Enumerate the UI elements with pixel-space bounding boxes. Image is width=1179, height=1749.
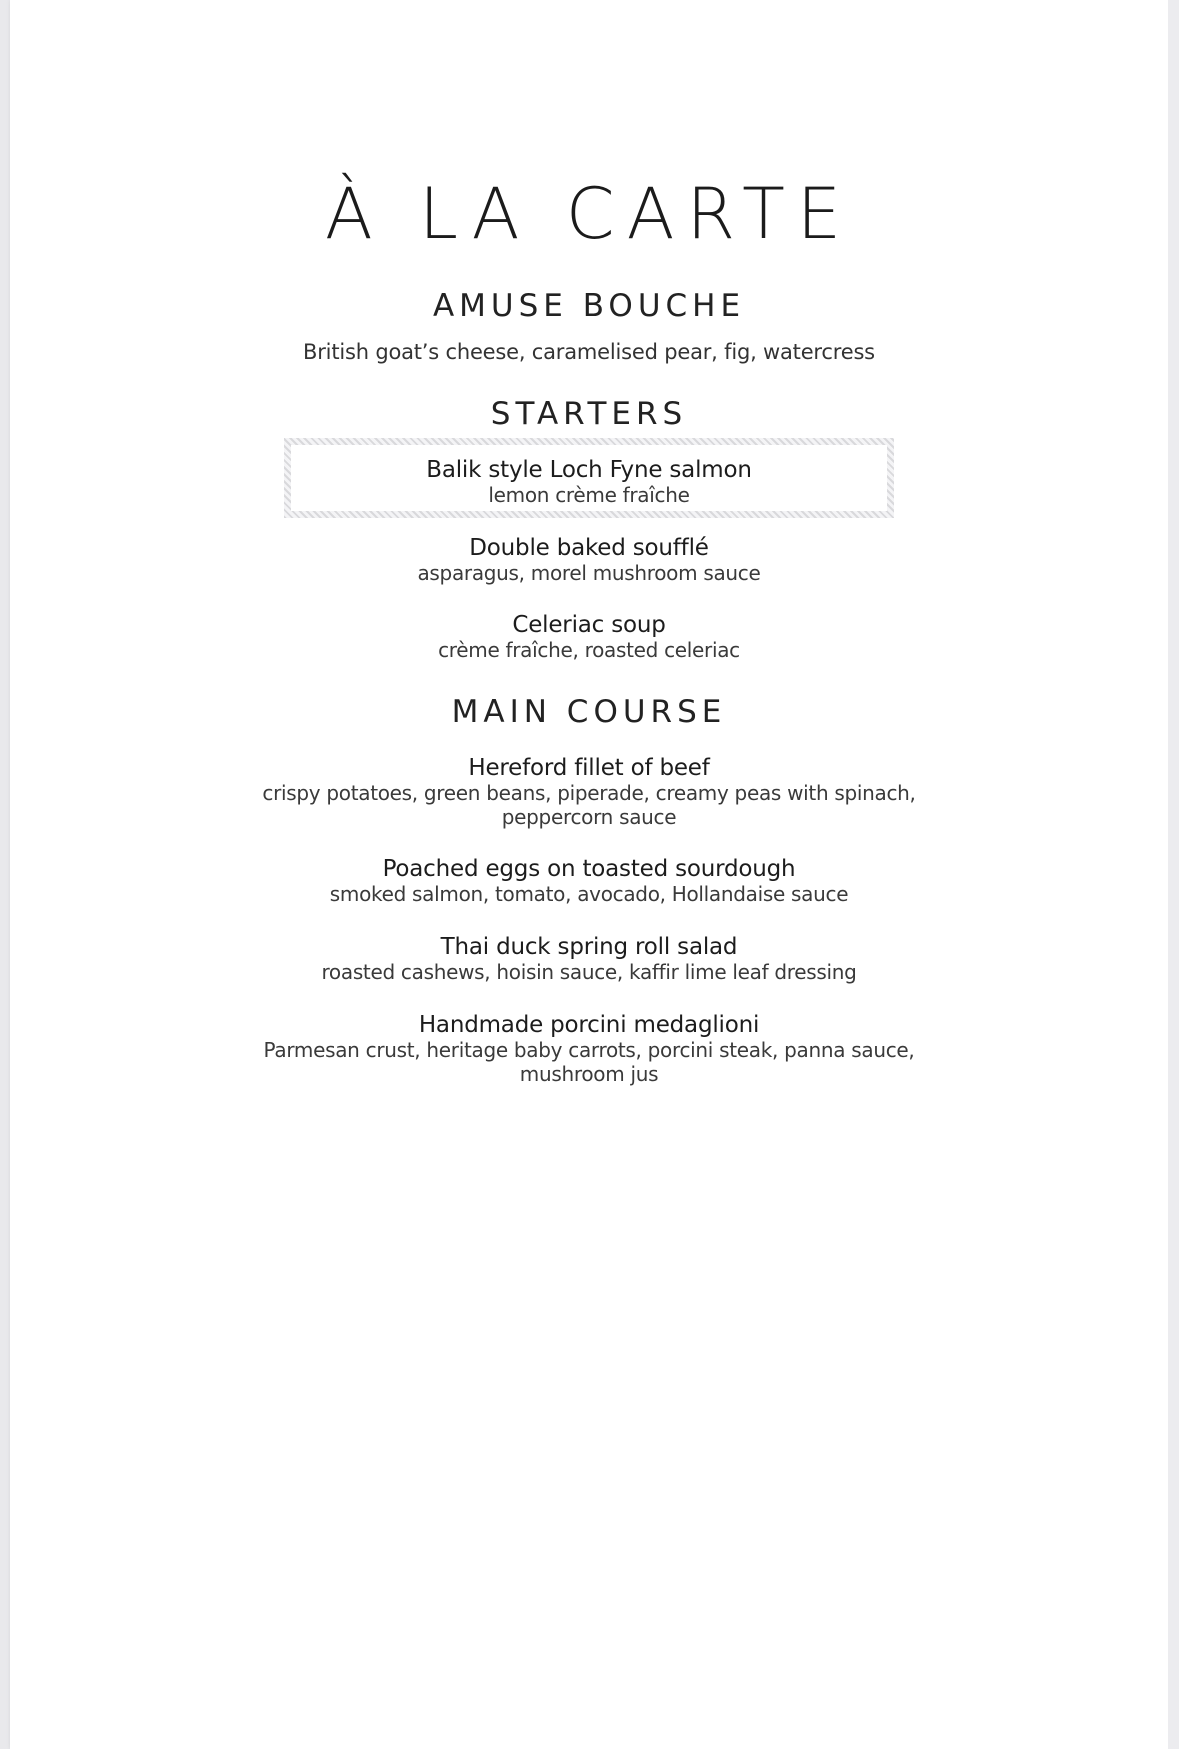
dish-description-line-1: crispy potatoes, green beans, piperade, creamy peas with spinach,	[262, 781, 916, 805]
main-item-porcini-medaglioni[interactable]	[10, 1012, 1168, 1086]
dish-name: Balik style Loch Fyne salmon	[426, 457, 752, 483]
dish-name: Double baked soufflé	[469, 535, 709, 561]
dish-name: Celeriac soup	[512, 612, 666, 638]
dish-description-line-1: smoked salmon, tomato, avocado, Hollandaise sauce	[329, 882, 849, 906]
menu-title: À LA CARTE	[324, 173, 854, 255]
dish-name: Poached eggs on toasted sourdough	[382, 856, 796, 882]
starter-item-salmon[interactable]	[10, 457, 1168, 507]
dish-description-line-2: mushroom jus	[519, 1062, 659, 1086]
dish-name: Thai duck spring roll salad	[440, 934, 738, 960]
dish-name: Hereford fillet of beef	[468, 755, 710, 781]
main-item-beef[interactable]	[10, 755, 1168, 829]
page-edge	[1168, 0, 1179, 1749]
starter-item-souffle[interactable]	[10, 535, 1168, 585]
amuse-bouche-description: British goat’s cheese, caramelised pear, fig, watercress	[303, 340, 875, 364]
menu-page	[10, 0, 1168, 1749]
starters-heading: STARTERS	[490, 396, 688, 432]
dish-description-line-1: roasted cashews, hoisin sauce, kaffir lime leaf dressing	[321, 960, 857, 984]
amuse-bouche-heading: AMUSE BOUCHE	[432, 288, 746, 324]
dish-name: Handmade porcini medaglioni	[418, 1012, 760, 1038]
main-course-heading: MAIN COURSE	[451, 694, 727, 730]
dish-description: crème fraîche, roasted celeriac	[438, 638, 740, 662]
main-item-duck-salad[interactable]	[10, 934, 1168, 984]
dish-description: asparagus, morel mushroom sauce	[417, 561, 761, 585]
dish-description-line-1: Parmesan crust, heritage baby carrots, porcini steak, panna sauce,	[263, 1038, 915, 1062]
dish-description-line-2: peppercorn sauce	[501, 805, 677, 829]
main-item-poached-eggs[interactable]	[10, 856, 1168, 906]
dish-description: lemon crème fraîche	[488, 483, 690, 507]
starter-item-celeriac-soup[interactable]	[10, 612, 1168, 662]
